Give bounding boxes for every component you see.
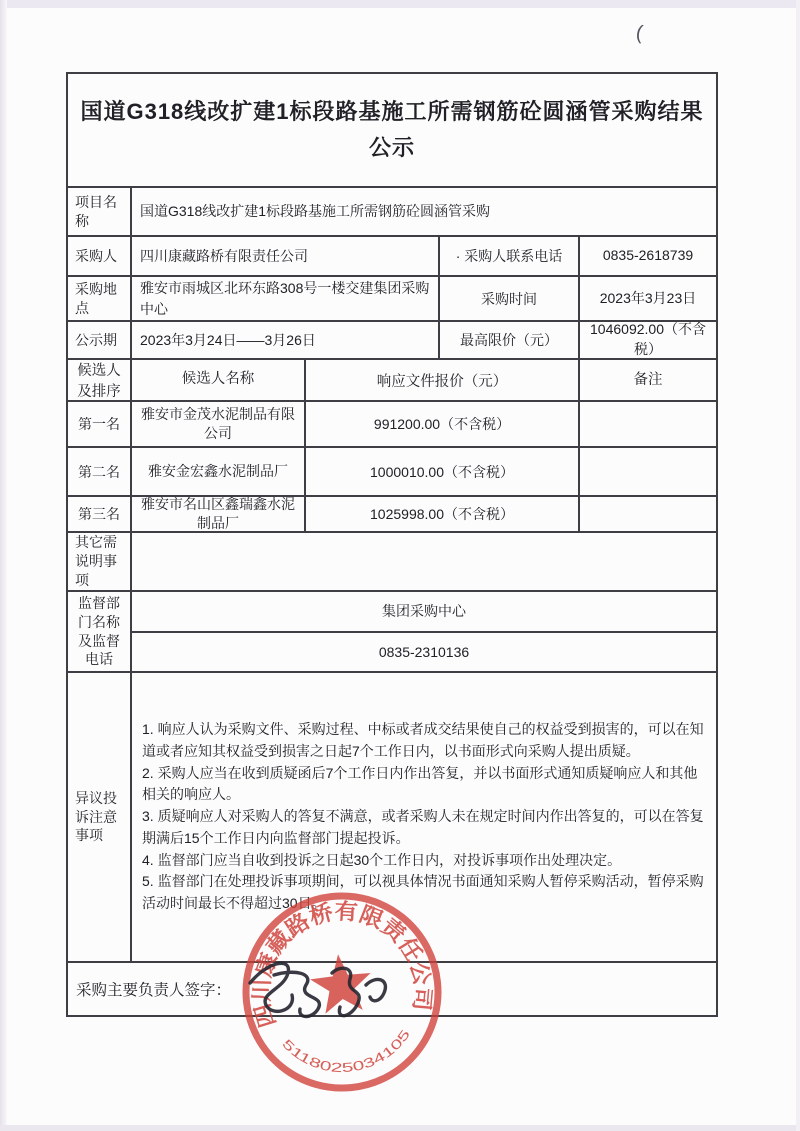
supervision-label: 监督部门名称及监督电话 <box>68 592 132 671</box>
candidates-name-header: 候选人名称 <box>132 360 306 400</box>
other-notes-row <box>68 533 716 592</box>
signature-label: 采购主要负责人签字： <box>76 982 232 999</box>
candidate-remark <box>580 402 716 446</box>
max-price-value: 1046092.00（不含税） <box>590 321 706 357</box>
other-notes-value <box>132 533 716 590</box>
location-label: 采购地点 <box>68 277 132 320</box>
candidates-remark-header: 备注 <box>633 371 663 388</box>
candidate-name: 雅安市名山区鑫瑞鑫水泥制品厂 <box>132 497 306 531</box>
candidate-name: 雅安金宏鑫水泥制品厂 <box>132 448 306 495</box>
dispute-notes-label: 异议投诉注意事项 <box>68 673 132 961</box>
supervision-department: 集团采购中心 <box>132 592 716 633</box>
dispute-item-5: 5. 监督部门在处理投诉事项期间，可以视具体情况书面通知采购人暂停采购活动，暂停采购活动时间最长不得超过30日。 <box>142 873 704 911</box>
signature-row <box>68 963 716 1015</box>
max-price-label: 最高限价（元） <box>440 322 580 358</box>
dispute-item-4: 4. 监督部门应当自收到投诉之日起30个工作日内，对投诉事项作出处理决定。 <box>142 851 622 868</box>
scan-edge-bottom <box>0 1125 800 1131</box>
supervision-row <box>68 592 716 673</box>
document-title: 国道G318线改扩建1标段路基施工所需钢筋砼圆涵管采购结果公示 <box>80 99 704 160</box>
candidate-rank: 第二名 <box>68 448 132 495</box>
location-row <box>68 277 716 322</box>
supervision-phone: 0835-2310136 <box>378 643 470 660</box>
scan-edge-left <box>0 0 7 1131</box>
scan-artifact-mark: ( <box>634 21 645 45</box>
buyer-value: 四川康藏路桥有限责任公司 <box>132 237 440 275</box>
publicity-period-row <box>68 322 716 360</box>
location-value: 雅安市雨城区北环东路308号一楼交建集团采购中心 <box>132 277 440 320</box>
project-name-value: 国道G318线改扩建1标段路基施工所需钢筋砼圆涵管采购 <box>140 203 491 220</box>
publicity-period-label: 公示期 <box>68 322 132 358</box>
candidates-header-row <box>68 360 716 402</box>
scan-edge-right <box>796 0 800 1131</box>
candidate-row-3 <box>68 497 716 533</box>
dispute-item-3: 3. 质疑响应人对采购人的答复不满意，或者采购人未在规定时间内作出答复的，可以在答复期满后15个工作日内向监督部门提起投诉。 <box>142 808 704 846</box>
candidate-rank: 第一名 <box>68 402 132 446</box>
dispute-item-2: 2. 采购人应当在收到质疑函后7个工作日内作出答复，并以书面形式通知质疑响应人和其他相关的响应人。 <box>142 764 698 803</box>
candidate-name: 雅安市金茂水泥制品有限公司 <box>132 402 306 446</box>
candidate-quote: 991200.00（不含税） <box>306 402 580 446</box>
project-name-label: 项目名称 <box>68 188 132 235</box>
publicity-period-value: 2023年3月24日——3月26日 <box>132 322 440 358</box>
buyer-label: 采购人 <box>68 237 132 275</box>
candidate-rank: 第三名 <box>68 497 132 531</box>
dispute-notes-row <box>68 673 716 963</box>
seal-company-text: 四川康藏路桥有限责任公司 <box>248 898 436 1031</box>
candidates-rank-header: 候选人及排序 <box>68 360 132 400</box>
supervision-values <box>132 592 716 671</box>
candidate-quote: 1025998.00（不含税） <box>306 497 580 531</box>
procurement-result-table <box>66 72 718 1017</box>
title-row <box>68 74 716 188</box>
buyer-row <box>68 237 716 277</box>
project-name-row <box>68 188 716 237</box>
candidate-remark <box>580 448 716 495</box>
buyer-phone-value: 0835-2618739 <box>602 247 694 264</box>
purchase-time-value: 2023年3月23日 <box>599 289 697 306</box>
candidate-row-2 <box>68 448 716 497</box>
candidates-quote-header: 响应文件报价（元） <box>306 360 580 400</box>
candidate-row-1 <box>68 402 716 448</box>
purchase-time-label: 采购时间 <box>440 277 580 320</box>
dispute-item-1: 1. 响应人认为采购文件、采购过程、中标或者成交结果使自己的权益受到损害的，可以在知道或者应知其权益受到损害之日起7个工作日内，以书面形式向采购人提出质疑。 <box>142 721 704 760</box>
candidate-remark <box>580 497 716 531</box>
candidate-quote: 1000010.00（不含税） <box>306 448 580 495</box>
buyer-phone-label: · 采购人联系电话 <box>440 237 580 275</box>
dispute-notes-content <box>132 673 716 961</box>
other-notes-label: 其它需说明事项 <box>68 533 132 590</box>
scan-edge-top <box>0 0 800 8</box>
seal-code-text: 5118025034105 <box>279 1030 411 1076</box>
